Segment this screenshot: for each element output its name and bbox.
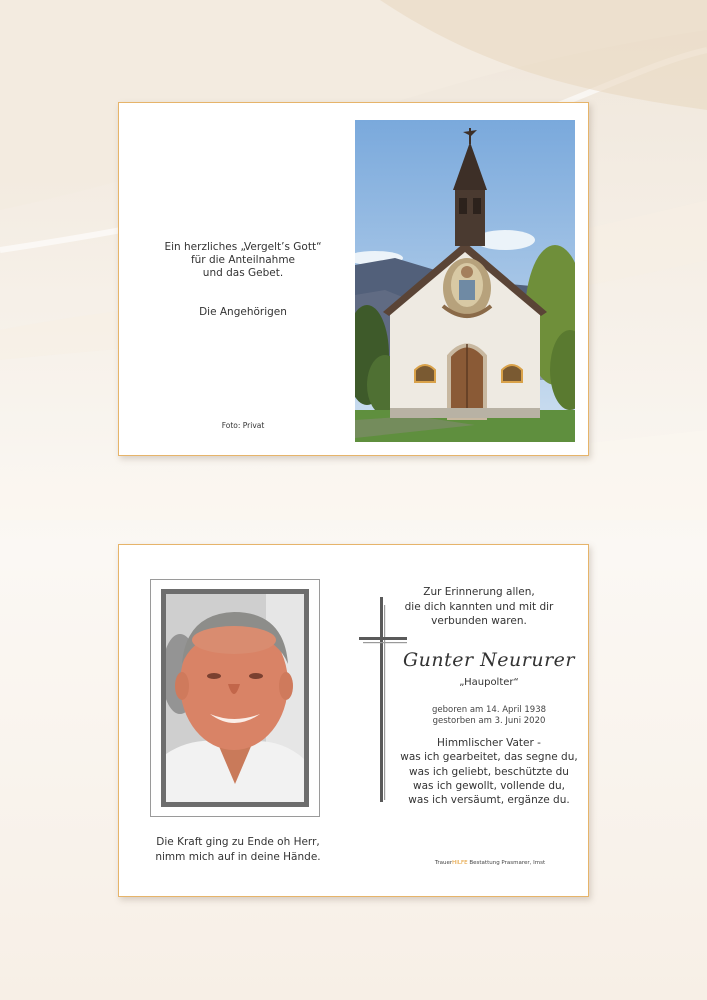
- relatives-signature: Die Angehörigen: [199, 306, 287, 318]
- prayer-line: Himmlischer Vater -: [437, 737, 541, 749]
- thanks-line: und das Gebet.: [202, 267, 284, 279]
- thanks-text: [133, 241, 353, 280]
- portrait-mat: [161, 589, 309, 807]
- portrait-frame: [150, 579, 320, 817]
- prayer-line: was ich versäumt, ergänze du.: [408, 794, 570, 807]
- thank-you-card: [118, 102, 589, 456]
- birth-date: geboren am 14. April 1938: [431, 705, 547, 715]
- remembrance-line: verbunden waren.: [431, 615, 527, 627]
- life-dates: [389, 705, 589, 727]
- prayer-line: was ich gewollt, vollende du,: [413, 779, 565, 792]
- thanks-line: Ein herzliches „Vergelt’s Gott“: [164, 241, 322, 253]
- prayer-line: was ich geliebt, beschützte du: [409, 765, 569, 778]
- remembrance-line: die dich kannten und mit dir: [404, 600, 554, 613]
- portrait-photo: [166, 594, 304, 802]
- remembrance-line: Zur Erinnerung allen,: [423, 586, 535, 598]
- footer-suffix: Bestattung Prasmarer, Imst: [467, 860, 546, 866]
- quote-line: Die Kraft ging zu Ende oh Herr,: [156, 836, 320, 848]
- prayer-text: [389, 736, 589, 807]
- funeral-home-credit: [415, 860, 565, 866]
- remembrance-text: [389, 585, 569, 629]
- prayer-line: was ich gearbeitet, das segne du,: [400, 751, 578, 764]
- memorial-card: [118, 544, 589, 897]
- deceased-nickname: „Haupolter“: [459, 677, 519, 688]
- death-date: gestorben am 3. Juni 2020: [432, 716, 546, 726]
- thanks-line: für die Anteilnahme: [190, 254, 296, 266]
- footer-prefix: Trauer: [434, 860, 453, 866]
- chapel-photo: [355, 120, 575, 442]
- deceased-name: Gunter Neururer: [403, 649, 575, 671]
- quote-line: nimm mich auf in deine Hände.: [155, 851, 321, 863]
- footer-highlight: HILFE: [452, 860, 468, 866]
- photo-credit: Foto: Privat: [221, 421, 265, 430]
- closing-quote: [133, 835, 343, 865]
